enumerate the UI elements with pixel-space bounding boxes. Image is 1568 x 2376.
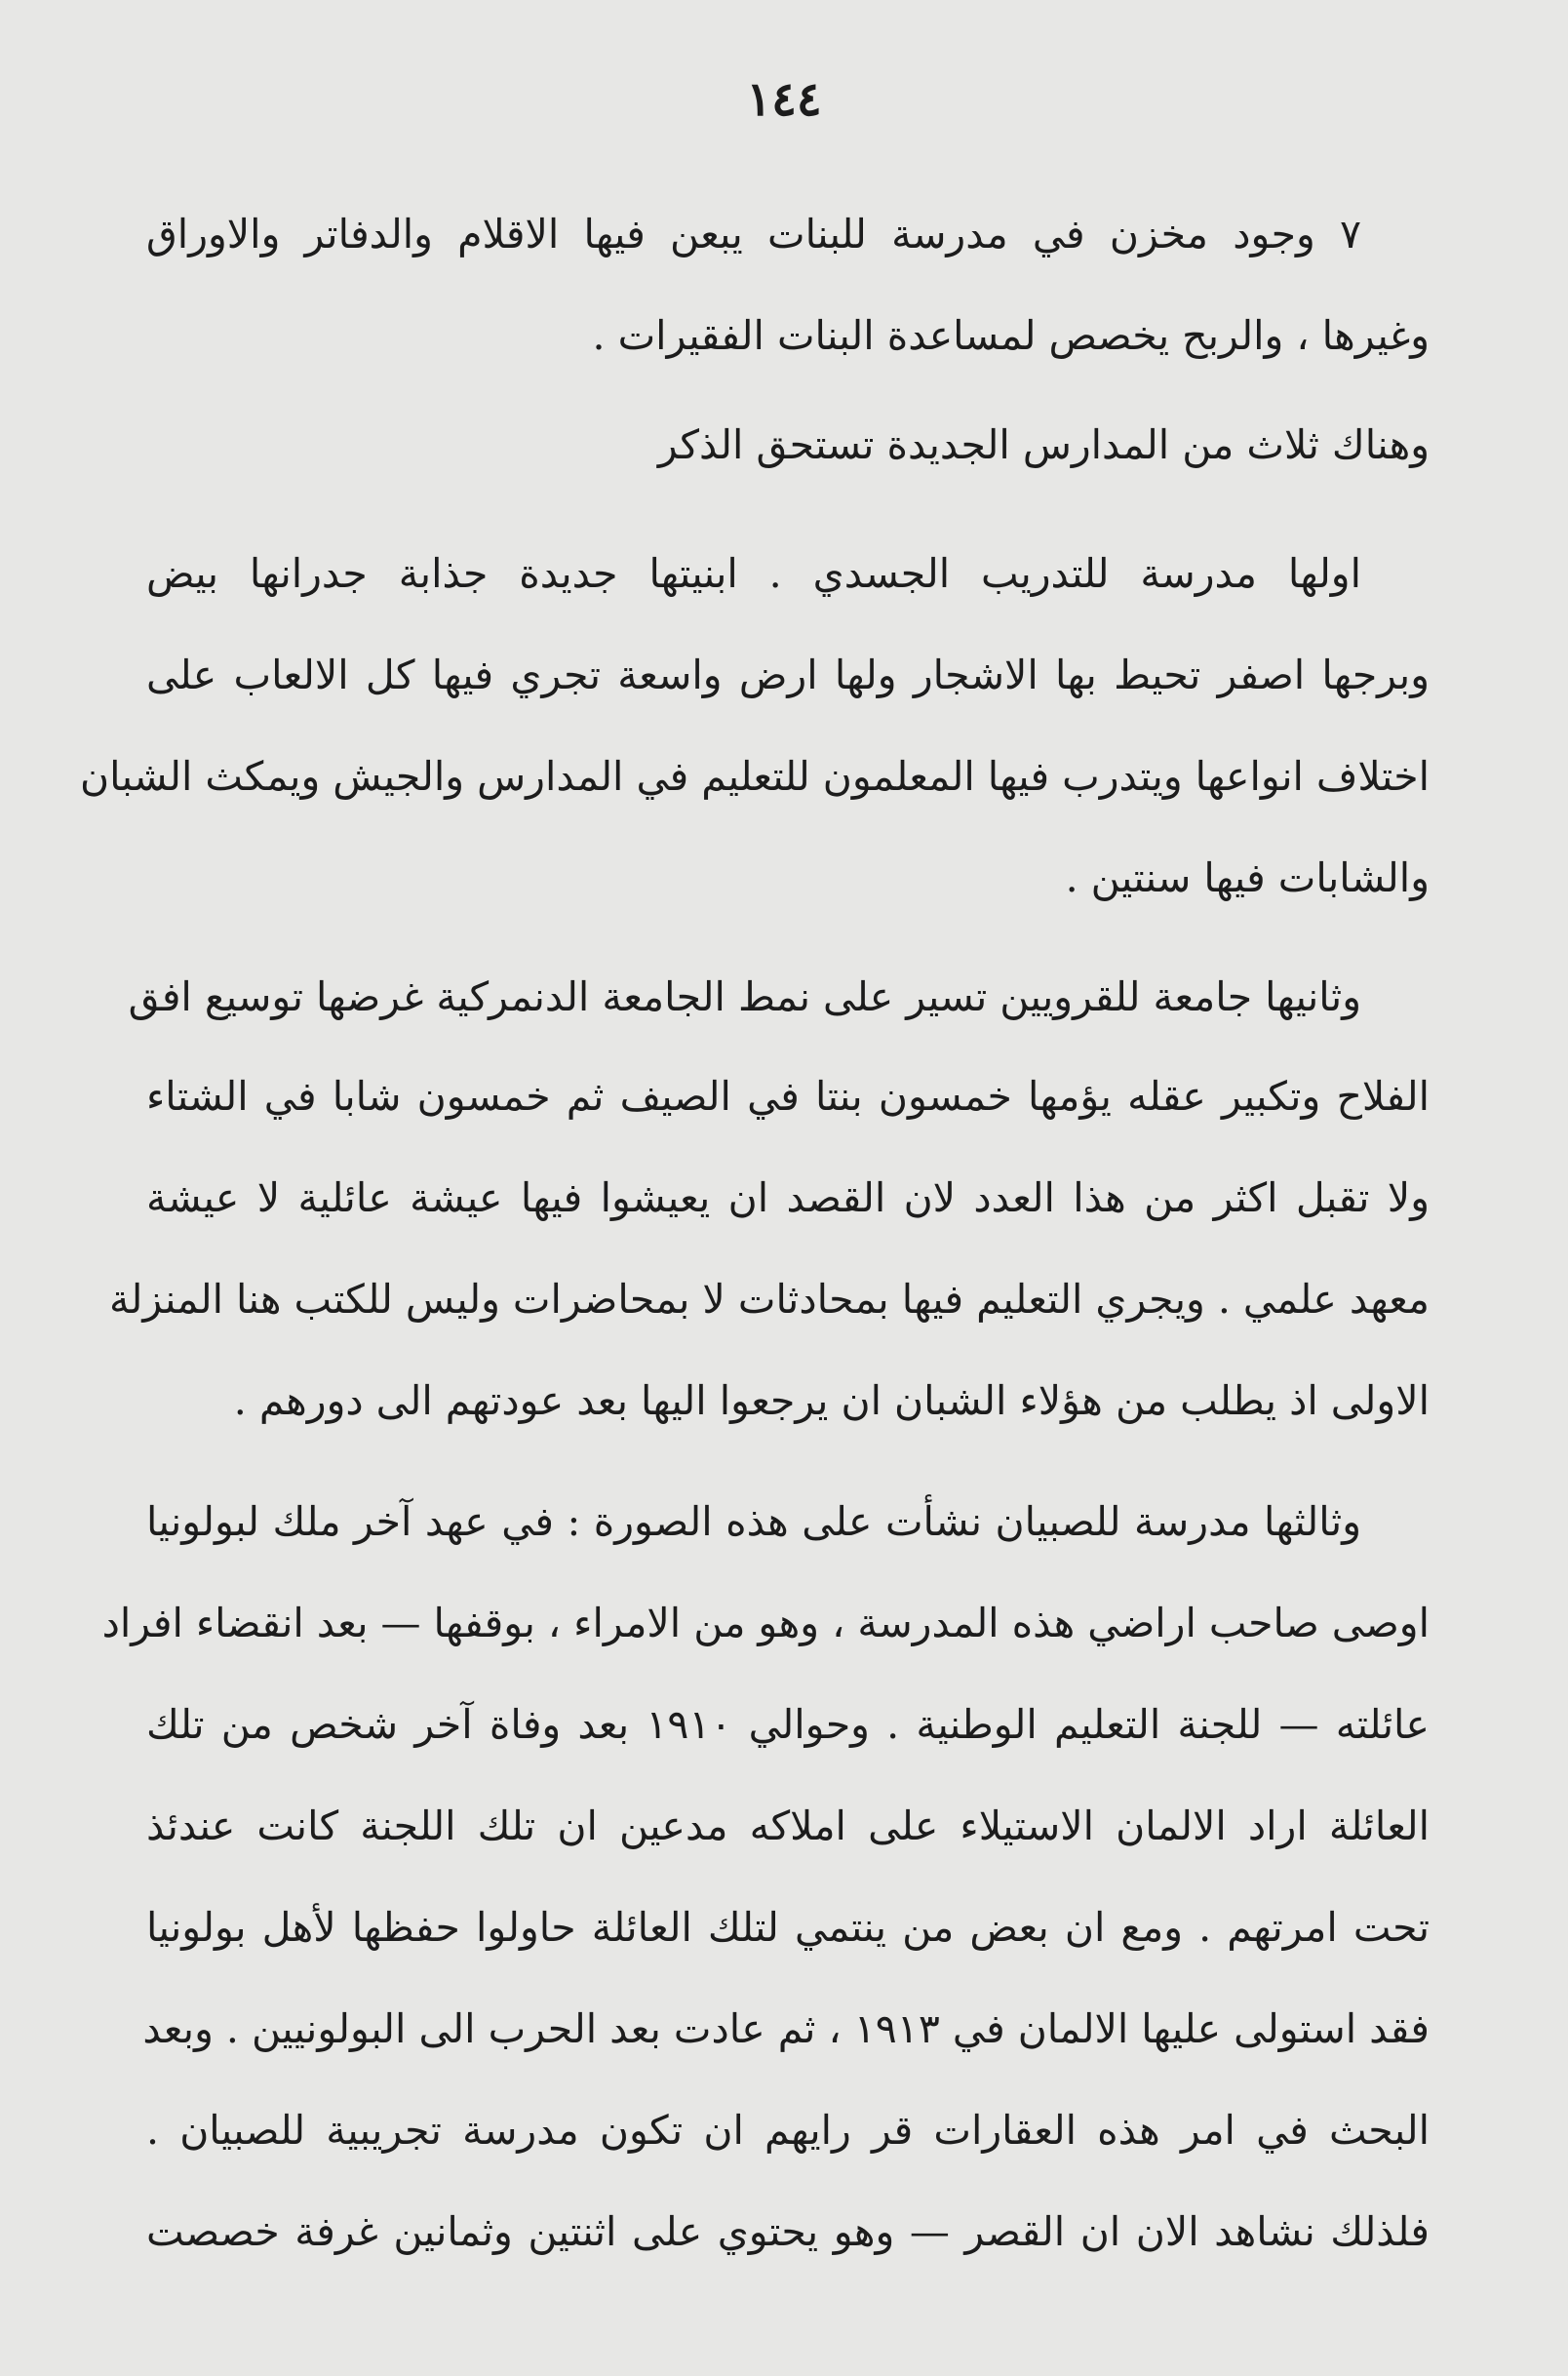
text-line-17: تحت امرتهم . ومع ان بعض من ينتمي لتلك العائلة حاولوا حفظها لأهل بولونيا (146, 1904, 1430, 1951)
text-line-16: العائلة اراد الالمان الاستيلاء على املاكه مدعين ان تلك اللجنة كانت عندئذ (146, 1802, 1430, 1849)
text-line-2: وغيرها ، والربح يخصص لمساعدة البنات الفقيرات . (592, 312, 1430, 359)
text-line-10: ولا تقبل اكثر من هذا العدد لان القصد ان يعيشوا فيها عيشة عائلية لا عيشة (146, 1174, 1430, 1221)
text-line-19: البحث في امر هذه العقارات قر رايهم ان تكون مدرسة تجريبية للصبيان . (146, 2107, 1430, 2154)
text-line-1: ٧ وجود مخزن في مدرسة للبنات يبعن فيها الاقلام والدفاتر والاوراق (146, 211, 1361, 257)
text-line-9: الفلاح وتكبير عقله يؤمها خمسون بنتا في الصيف ثم خمسون شابا في الشتاء (146, 1073, 1430, 1120)
text-line-5: وبرجها اصفر تحيط بها الاشجار ولها ارض واسعة تجري فيها كل الالعاب على (146, 652, 1430, 698)
text-line-6: اختلاف انواعها ويتدرب فيها المعلمون للتعليم في المدارس والجيش ويمكث الشبان (79, 753, 1430, 800)
text-line-12: الاولى اذ يطلب من هؤلاء الشبان ان يرجعوا اليها بعد عودتهم الى دورهم . (233, 1377, 1430, 1424)
text-line-18: فقد استولى عليها الالمان في ١٩١٣ ، ثم عادت بعد الحرب الى البولونيين . وبعد (142, 2005, 1430, 2052)
text-line-3: وهناك ثلاث من المدارس الجديدة تستحق الذكر (657, 421, 1430, 468)
text-line-13: وثالثها مدرسة للصبيان نشأت على هذه الصورة : في عهد آخر ملك لبولونيا (146, 1498, 1361, 1545)
text-line-14: اوصى صاحب اراضي هذه المدرسة ، وهو من الامراء ، بوقفها — بعد انقضاء افراد (101, 1600, 1430, 1646)
text-line-7: والشابات فيها سنتين . (1065, 854, 1430, 901)
text-line-4: اولها مدرسة للتدريب الجسدي . ابنيتها جديدة جذابة جدرانها بيض (146, 550, 1361, 597)
page-number: ١٤٤ (746, 72, 822, 127)
text-line-8: وثانيها جامعة للقرويين تسير على نمط الجامعة الدنمركية غرضها توسيع افق (128, 973, 1361, 1020)
text-line-15: عائلته — للجنة التعليم الوطنية . وحوالي ١٩١٠ بعد وفاة آخر شخص من تلك (146, 1701, 1430, 1748)
text-line-11: معهد علمي . ويجري التعليم فيها بمحادثات لا بمحاضرات وليس للكتب هنا المنزلة (108, 1276, 1430, 1323)
text-line-20: فلذلك نشاهد الان ان القصر — وهو يحتوي على اثنتين وثمانين غرفة خصصت (146, 2208, 1430, 2255)
